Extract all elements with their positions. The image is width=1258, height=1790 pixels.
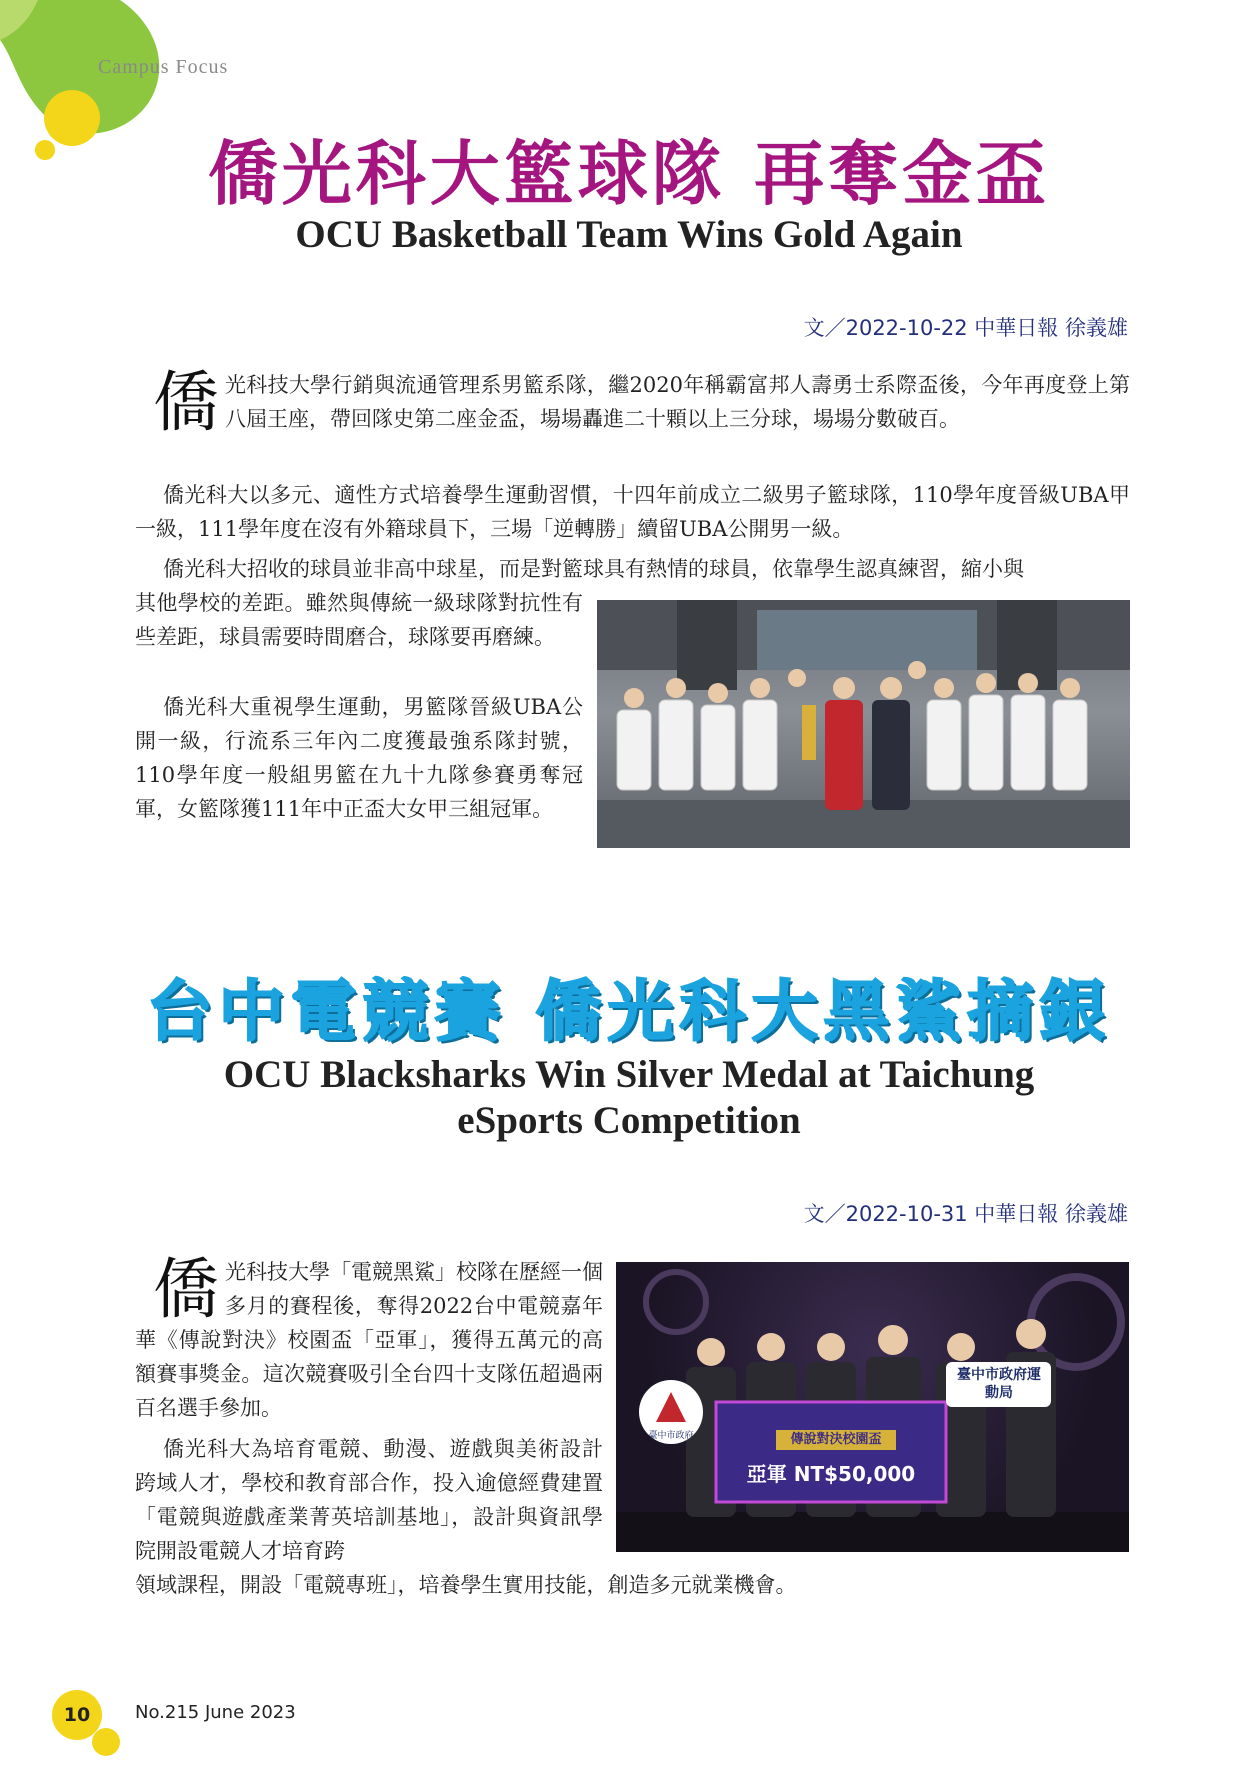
section-label: Campus Focus [98, 56, 229, 78]
article1-dropcap: 僑 [153, 364, 219, 441]
article2-title-en [0, 1052, 1258, 1144]
esports-banner-prize: 亞軍 NT$50,000 [746, 1462, 916, 1486]
article2-paragraph-2b: 領域課程，開設「電競專班」，培養學生實用技能，創造多元就業機會。 [135, 1573, 797, 1597]
issue-info: No.215 June 2023 [135, 1702, 296, 1723]
esports-banner-title: 傳說對決校園盃 [790, 1432, 882, 1447]
article2-title-zh: 台中電競賽 僑光科大黑鯊摘銀 [146, 973, 1112, 1050]
article1-title-en: OCU Basketball Team Wins Gold Again [295, 213, 963, 256]
article1-paragraph-4: 僑光科大重視學生運動，男籃隊晉級UBA公開一級，行流系三年內二度獲最強系隊封號，110學年度一般組男籃在九十九隊參賽勇奪冠軍，女籃隊獲111年中正盃大女甲三組冠軍。 [135, 695, 583, 821]
article2-paragraph-2a: 僑光科大為培育電競、動漫、遊戲與美術設計跨域人才，學校和教育部合作，投入逾億經費建置「電競與遊戲產業菁英培訓基地」，設計與資訊學院開設電競人才培育跨 [135, 1437, 603, 1563]
esports-team-photo [616, 1262, 1129, 1552]
page-number: 10 [52, 1690, 102, 1740]
basketball-team-photo [597, 600, 1130, 848]
article2-dropcap: 僑 [153, 1251, 219, 1328]
article1-title-zh: 僑光科大籃球隊 再奪金盃 [207, 133, 1051, 215]
article1-paragraph-2: 僑光科大以多元、適性方式培養學生運動習慣，十四年前成立二級男子籃球隊，110學年度晉級UBA甲一級，111學年度在沒有外籍球員下，三場「逆轉勝」續留UBA公開男一級。 [135, 483, 1130, 541]
esports-sign-right: 臺中市政府運動局 [957, 1367, 1041, 1401]
article2-byline: 文／2022-10-31 中華日報 徐義雄 [803, 1202, 1128, 1226]
article1-paragraph-3a: 僑光科大招收的球員並非高中球星，而是對籃球具有熱情的球員，依靠學生認真練習，縮小與 [163, 557, 1024, 581]
article2-title-en-line2: eSports Competition [457, 1099, 801, 1142]
article2-paragraph-1: 僑光科技大學「電競黑鯊」校隊在歷經一個多月的賽程後，奪得2022台中電競嘉年華《傳說對決》校園盃「亞軍」，獲得五萬元的高額賽事獎金。這次競賽吸引全台四十支隊伍超過兩百名選手參加。 [135, 1251, 603, 1420]
page-number-deco [92, 1728, 120, 1756]
article1-paragraph-1: 僑光科技大學行銷與流通管理系男籃系隊，繼2020年稱霸富邦人壽勇士系際盃後，今年再度登上第八屆王座，帶回隊史第二座金盃，場場轟進二十顆以上三分球，場場分數破百。 [153, 364, 1130, 441]
article2-title-en-line1: OCU Blacksharks Win Silver Medal at Taichung [223, 1053, 1035, 1096]
article1-byline: 文／2022-10-22 中華日報 徐義雄 [803, 316, 1128, 340]
article1-paragraph-3b: 其他學校的差距。雖然與傳統一級球隊對抗性有些差距，球員需要時間磨合，球隊要再磨練。 [135, 591, 583, 649]
esports-sign-left: 臺中市政府 [648, 1431, 694, 1441]
